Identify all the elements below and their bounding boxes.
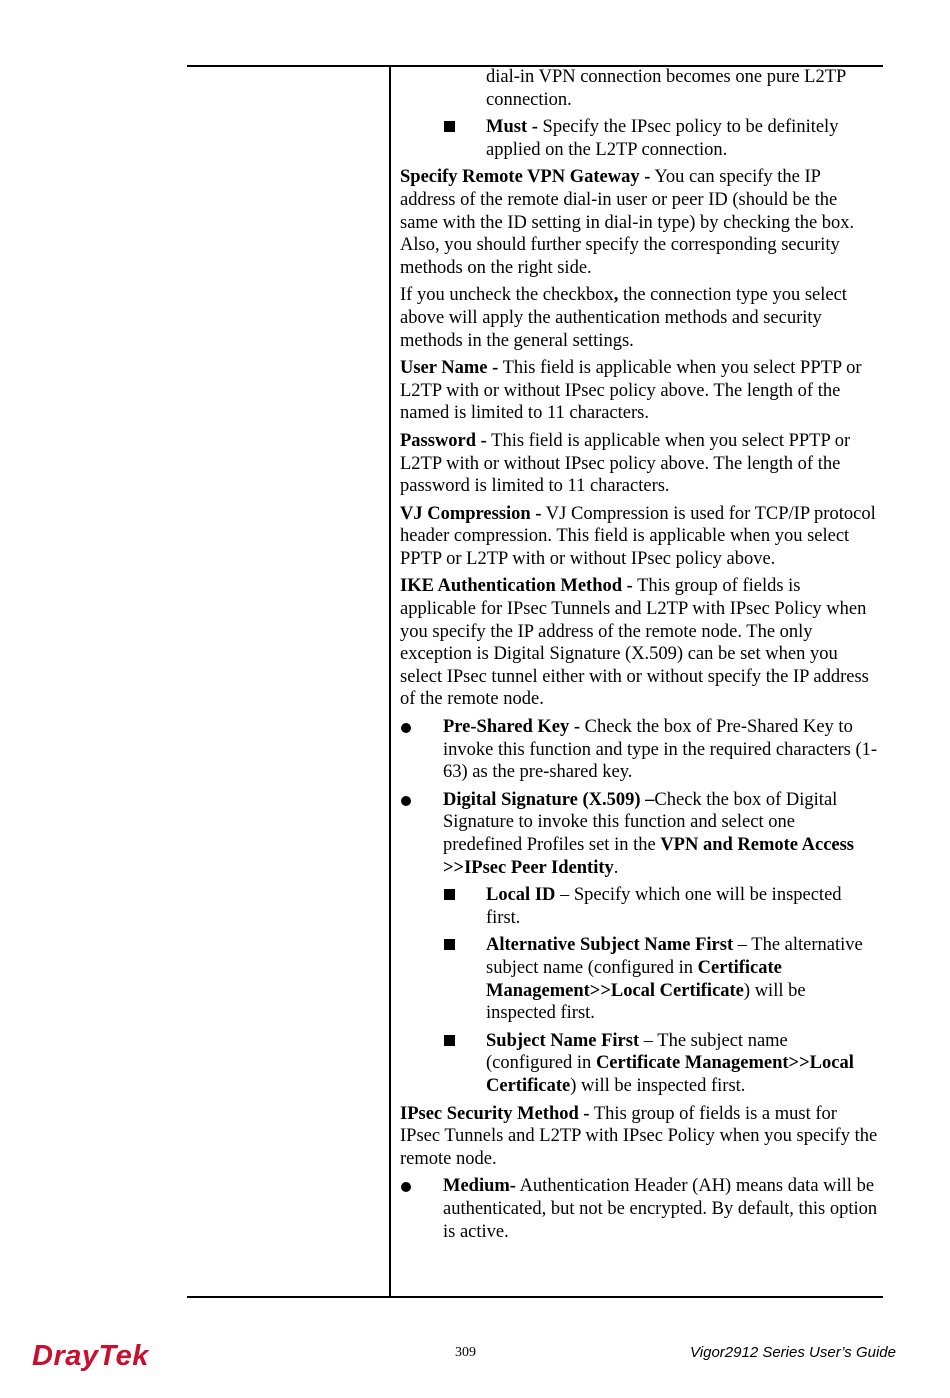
uncheck-text-a: If you uncheck the checkbox [400, 285, 614, 306]
paragraph-ipsec-security [400, 1103, 878, 1171]
round-bullet-icon [401, 723, 411, 733]
paragraph-user-name [400, 357, 878, 425]
ike-text: This group of fields is applicable for IPsec Tunnels and L2TP with IPsec Policy when you specify the IP address of the remote node. The only exception is Digital Signature (X.509) can be set when you select IPsec tunnel either with or without specify the IP address of the remote node. [400, 576, 869, 710]
continuation-text: dial-in VPN connection becomes one pure L2TP connection. [486, 67, 846, 110]
paragraph-ike-auth [400, 575, 878, 711]
list-item-continuation [400, 66, 878, 111]
localid-label: Local ID [486, 885, 556, 906]
altsubj-text: – The alternative subject name (configured in [486, 935, 863, 978]
altsubj-end: ) will be inspected first. [486, 980, 806, 1024]
guide-title: Vigor2912 Series User’s Guide [690, 1344, 896, 1361]
square-bullet-icon [444, 121, 455, 132]
paragraph-remote-gateway [400, 166, 878, 279]
digsig-text: Check the box of Digital Signature to invoke this function and select one predefined Profiles set in the [443, 789, 838, 855]
subjfirst-end: ) will be inspected first. [570, 1075, 746, 1096]
uncheck-comma: , [613, 285, 619, 306]
gateway-text: You can specify the IP address of the remote dial-in user or peer ID (should be the same with the ID setting in dial-in type) by checking the box. Also, you should further specify the corresponding security methods on the right side. [400, 167, 855, 278]
localid-text: – Specify which one will be inspected first. [486, 885, 842, 928]
altsubj-label: Alternative Subject Name First [486, 935, 734, 956]
digsig-end: . [613, 857, 619, 878]
table-column-divider [389, 65, 391, 1298]
paragraph-vj-compression [400, 503, 878, 571]
password-text: This field is applicable when you select PPTP or L2TP with or without IPsec policy above. The length of the password is limited to 11 characters. [400, 430, 851, 497]
vj-text: VJ Compression is used for TCP/IP protocol header compression. This field is applicable when you select PPTP or L2TP with or without IPsec policy above. [400, 503, 876, 569]
medium-label: Medium- [443, 1176, 516, 1197]
page-number: 309 [455, 1345, 476, 1360]
list-item-pre-shared-key [400, 716, 878, 784]
username-text: This field is applicable when you select PPTP or L2TP with or without IPsec policy above. The length of the named is limited to 11 characters. [400, 358, 862, 424]
psk-label: Pre-Shared Key - [443, 717, 581, 738]
draytek-logo [32, 1337, 149, 1375]
subjfirst-menu-path: Certificate Management>>Local Certificate [486, 1053, 854, 1096]
username-label: User Name - [400, 358, 499, 379]
round-bullet-icon [401, 1182, 411, 1192]
ipsec-text: This group of fields is a must for IPsec Tunnels and L2TP with IPsec Policy when you specify the remote node. [400, 1103, 878, 1169]
digsig-label: Digital Signature (X.509) – [443, 789, 655, 810]
logo-dray: Dray [32, 1339, 99, 1372]
gateway-label: Specify Remote VPN Gateway - [400, 167, 651, 188]
square-bullet-icon [444, 1035, 455, 1046]
square-bullet-icon [444, 889, 455, 900]
subjfirst-label: Subject Name First [486, 1030, 640, 1051]
list-item-digital-signature [400, 789, 878, 879]
paragraph-uncheck [400, 284, 878, 352]
medium-text: Authentication Header (AH) means data will be authenticated, but not be encrypted. By default, this option is active. [443, 1176, 878, 1242]
must-label: Must - [486, 117, 538, 138]
list-item-medium [400, 1175, 878, 1243]
password-label: Password - [400, 430, 487, 451]
altsubj-menu-path: Certificate Management>>Local Certificate [486, 957, 782, 1001]
uncheck-text-b: the connection type you select above will apply the authentication methods and security methods in the general settings. [400, 285, 847, 351]
ipsec-label: IPsec Security Method - [400, 1103, 590, 1124]
square-bullet-icon [444, 939, 455, 950]
description-column [400, 66, 878, 1248]
list-item-must [400, 116, 878, 161]
list-item-local-id [400, 884, 878, 929]
list-item-subject-name-first [400, 1030, 878, 1098]
must-text: Specify the IPsec policy to be definitely applied on the L2TP connection. [486, 117, 839, 160]
ike-label: IKE Authentication Method - [400, 576, 633, 597]
psk-text: Check the box of Pre-Shared Key to invoke this function and type in the required characters (1-63) as the pre-shared key. [443, 717, 878, 783]
table-bottom-rule [187, 1296, 883, 1298]
list-item-alt-subject-name [400, 934, 878, 1024]
round-bullet-icon [401, 796, 411, 806]
vj-label: VJ Compression - [400, 503, 542, 524]
digsig-menu-path: VPN and Remote Access >>IPsec Peer Identity [443, 835, 855, 878]
paragraph-password [400, 430, 878, 498]
subjfirst-text: – The subject name (configured in [486, 1030, 788, 1074]
logo-tek: Tek [98, 1339, 149, 1372]
